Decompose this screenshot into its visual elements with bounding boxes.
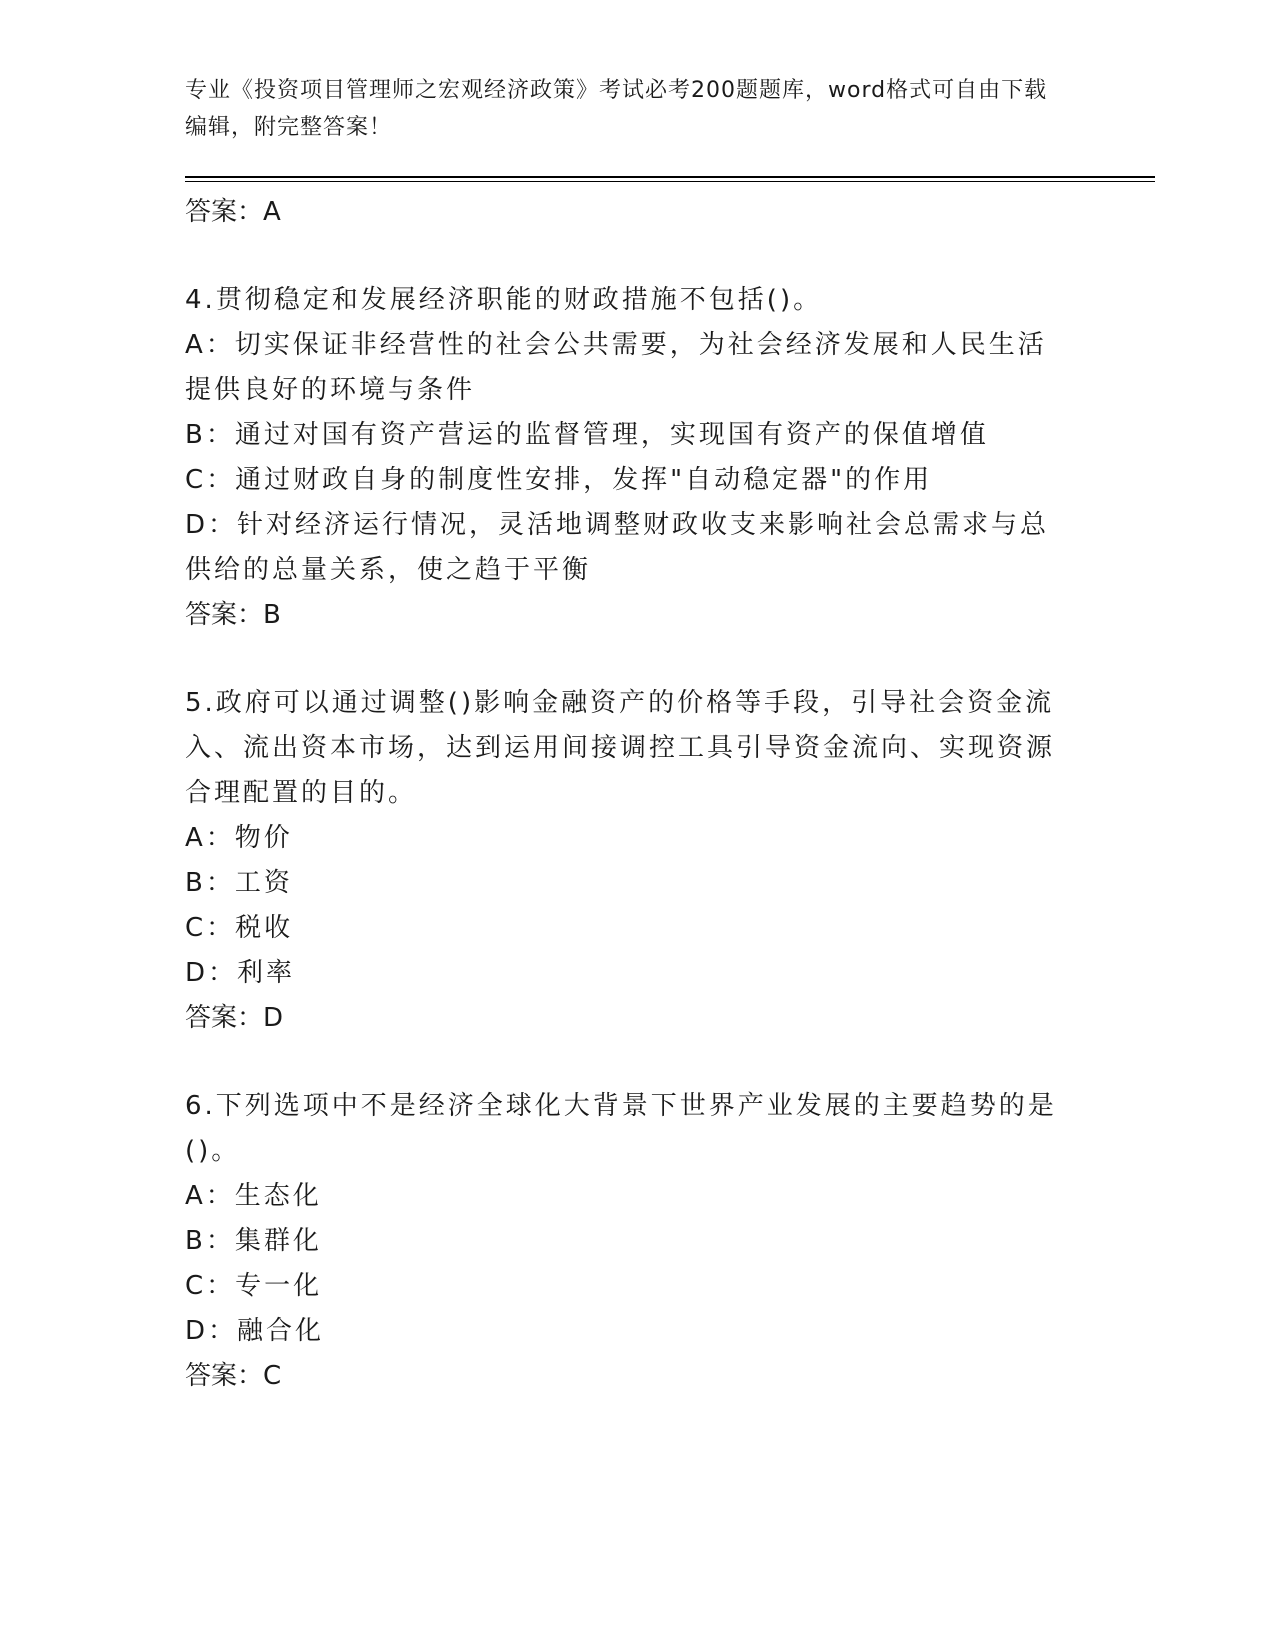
option-c: C：税收 bbox=[185, 913, 294, 943]
document-header: 专业《投资项目管理师之宏观经济政策》考试必考200题题库，word格式可自由下载编辑，附完整答案！ bbox=[185, 78, 1048, 140]
option-a: A：物价 bbox=[185, 823, 293, 853]
question-stem: 5.政府可以通过调整()影响金融资产的价格等手段，引导社会资金流入、流出资本市场，达到运用间接调控工具引导资金流向、实现资源合理配置的目的。 bbox=[185, 688, 1056, 808]
spacer bbox=[185, 637, 1065, 681]
option-b: B：工资 bbox=[185, 868, 293, 898]
answer-line: 答案：A bbox=[185, 197, 281, 227]
spacer bbox=[185, 1040, 1065, 1084]
header-divider-thin bbox=[185, 181, 1155, 182]
option-a: A：生态化 bbox=[185, 1181, 322, 1211]
question-stem: 6.下列选项中不是经济全球化大背景下世界产业发展的主要趋势的是()。 bbox=[185, 1091, 1057, 1166]
option-d: D：利率 bbox=[185, 958, 296, 988]
question-4 bbox=[185, 278, 1065, 637]
answer-line: 答案：C bbox=[185, 1361, 282, 1391]
option-c: C：通过财政自身的制度性安排，发挥"自动稳定器"的作用 bbox=[185, 465, 933, 495]
answer-line: 答案：D bbox=[185, 1003, 284, 1033]
question-6 bbox=[185, 1084, 1065, 1398]
option-b: B：集群化 bbox=[185, 1226, 322, 1256]
option-a: A：切实保证非经营性的社会公共需要，为社会经济发展和人民生活提供良好的环境与条件 bbox=[185, 330, 1047, 405]
option-b: B：通过对国有资产营运的监督管理，实现国有资产的保值增值 bbox=[185, 420, 989, 450]
option-d: D：融合化 bbox=[185, 1316, 325, 1346]
header-divider-thick bbox=[185, 176, 1155, 178]
answer-line: 答案：B bbox=[185, 600, 281, 630]
option-d: D：针对经济运行情况，灵活地调整财政收支来影响社会总需求与总供给的总量关系，使之趋于平衡 bbox=[185, 510, 1050, 585]
option-c: C：专一化 bbox=[185, 1271, 323, 1301]
question-list bbox=[185, 190, 1065, 1398]
spacer bbox=[185, 234, 1065, 278]
question-stem: 4.贯彻稳定和发展经济职能的财政措施不包括()。 bbox=[185, 285, 823, 315]
question-5 bbox=[185, 681, 1065, 1040]
